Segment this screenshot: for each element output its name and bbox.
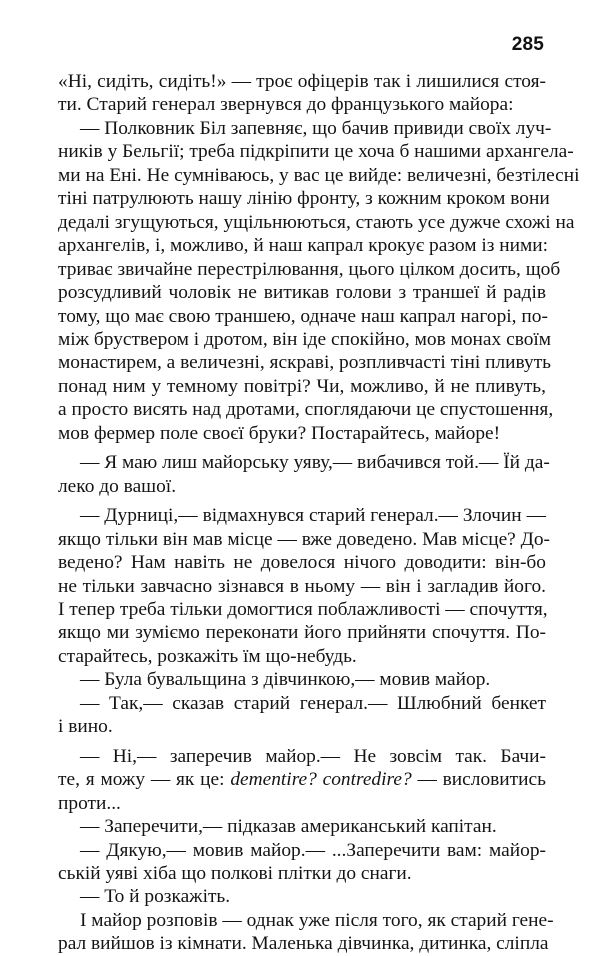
text-line: триває звичайне перестрілювання, цього цілком досить, щоб (58, 258, 561, 280)
text-line: а просто висять над дротами, споглядаючи це спустошення, (58, 399, 554, 421)
text-line: і вино. (58, 716, 113, 738)
text-line: понад ним у темному повітрі? Чи, можливо, й не пливуть, (58, 375, 546, 397)
text-line: старайтесь, розкажіть їм що-небудь. (58, 645, 357, 667)
text-line: архангелів, і, можливо, й наш капрал крокує разом із ними: (58, 235, 549, 257)
text-line: леко до вашої. (58, 475, 177, 497)
text-line: ській уяві хіба що полкові плітки до снаги. (58, 862, 412, 884)
text-line: монастирем, а величезні, яскраві, розпливчасті тіні пливуть (58, 352, 552, 374)
text-line: — То й розкажіть. (80, 886, 231, 908)
text-line: тіні патрулюють нашу лінію фронту, з кожним кроком вони (58, 188, 550, 210)
text-line: розсудливий чоловік не витикав голови з траншеї й радів (58, 282, 546, 304)
text-line: — Я маю лиш майорську уяву,— вибачився той.— Їй да- (80, 452, 550, 474)
text-line: якщо тільки він мав місце — вже доведено. Мав місце? До- (58, 528, 551, 550)
text-line: рал вийшов із кімнати. Маленька дівчинка, дитинка, сліпла (58, 933, 549, 955)
text-line: — Заперечити,— підказав американський капітан. (80, 816, 497, 838)
text-line: ми на Ені. Не сумніваюсь, у вас це вийде: величезні, безтілесні (58, 164, 580, 186)
text-line: тому, що має свою траншею, одначе наш капрал нагорі, по- (58, 305, 548, 327)
text-line: дедалі згущуються, ущільнюються, стають усе дужче схожі на (58, 211, 575, 233)
text-line: мов фермер поле своєї бруки? Постарайтесь, майоре! (58, 422, 501, 444)
body-text (58, 70, 580, 956)
text-line: ників у Бельгії; треба підкріпити це хоча б нашими архангела- (58, 141, 574, 163)
text-line: І майор розповів — однак уже після того, як старий гене- (80, 909, 554, 931)
text-line: ти. Старий генерал звернувся до французького майора: (58, 94, 514, 116)
text-line: якщо ми зуміємо переконати його прийняти спочуття. По- (58, 622, 546, 644)
text-line: — Так,— сказав старий генерал.— Шлюбний бенкет (80, 692, 546, 714)
foreign-phrase: dementire? contredire? (230, 769, 412, 791)
text-line: — Дурниці,— відмахнувся старий генерал.— Злочин — (80, 505, 546, 527)
text-line: проти... (58, 792, 121, 814)
page-number: 285 (511, 34, 544, 55)
text-line: ведено? Нам навіть не довелося нічого доводити: він-бо (58, 552, 546, 574)
text-line: — Дякую,— мовив майор.— ...Заперечити вам: майор- (80, 839, 546, 861)
text-line: «Ні, сидіть, сидіть!» — троє офіцерів так і лишилися стоя- (58, 71, 546, 92)
text-line: — Була бувальщина з дівчинкою,— мовив майор. (80, 669, 491, 691)
text-line: не тільки завчасно зізнався в ньому — він і загладив його. (58, 575, 546, 597)
text-line: між бруствером і дротом, він іде спокійно, мов монах своїм (58, 328, 552, 350)
text-line: — Ні,— заперечив майор.— Не зовсім так. Бачи- (80, 745, 546, 767)
text-line: І тепер треба тільки домогтися поблажливості — спочуття, (58, 598, 548, 620)
text-line: — Полковник Біл запевняє, що бачив привиди своїх луч- (80, 117, 552, 139)
text-line: те, я можу — як це: dementire? contredire? — висловитись (58, 769, 546, 791)
